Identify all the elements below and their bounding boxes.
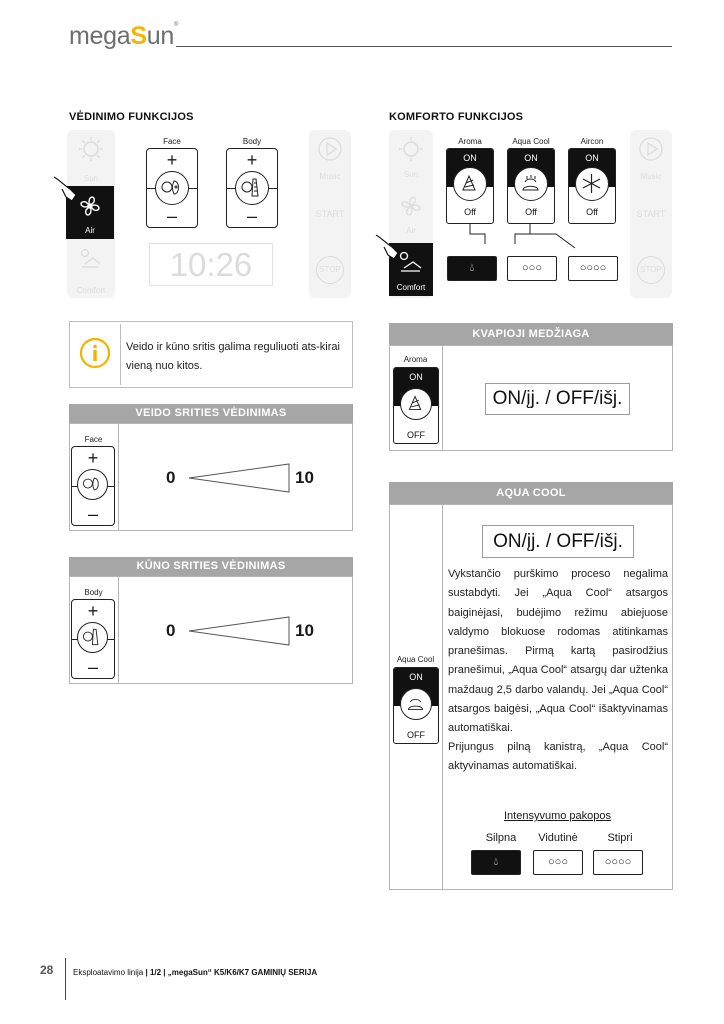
footer-text: Eksploatavimo linija | 1/2 | „megaSun“ K5/K6/K7 GAMINIŲ SERIJA	[73, 968, 318, 977]
sun-label: Sun	[403, 170, 419, 179]
intensity-high-button[interactable]: ○○○○	[568, 256, 618, 281]
aroma-section-on[interactable]: ON	[394, 368, 438, 406]
hand-pointer-icon	[52, 175, 82, 207]
info-text: Veido ir kūno sritis galima reguliuoti ats-kirai vieną nuo kitos.	[126, 341, 340, 372]
intensity-wedge	[187, 615, 291, 647]
aquacool-section-off[interactable]: OFF	[394, 730, 438, 740]
intensity-wedge	[187, 462, 291, 494]
face-plus-button[interactable]: +	[166, 150, 178, 170]
body-minus-button[interactable]: –	[246, 206, 257, 226]
start-label: START	[315, 209, 345, 219]
intensity-low-button[interactable]: 💧︎	[447, 256, 497, 281]
music-label: Music	[319, 172, 341, 181]
aquacool-icon	[514, 167, 548, 201]
play-icon	[317, 136, 343, 162]
face-section-title: VEIDO SRITIES VĖDINIMAS	[69, 404, 353, 423]
air-label: Air	[406, 226, 416, 235]
aquacool-icon	[400, 688, 432, 720]
aircon-on[interactable]: ON	[569, 149, 615, 187]
aroma-section-label: Aroma	[403, 355, 428, 364]
aroma-section-control[interactable]	[393, 367, 439, 444]
aroma-onoff-text: ON/įj. / OFF/išj.	[485, 383, 630, 415]
brand-logo: megaSun®	[69, 22, 179, 50]
comfort-label: Comfort	[76, 286, 106, 295]
aquacool-tile-label: Aqua Cool	[512, 137, 550, 146]
body-section-title: KŪNO SRITIES VĖDINIMAS	[69, 557, 353, 576]
face-vent-icon	[77, 469, 108, 500]
body-max-value: 10	[295, 621, 314, 640]
face-vent-icon	[155, 171, 189, 205]
info-box	[69, 321, 353, 388]
body-control[interactable]	[226, 148, 278, 228]
page-number: 28	[40, 963, 54, 977]
body-vent-icon	[77, 622, 108, 653]
aroma-tile[interactable]	[446, 148, 494, 224]
intensity-level-high: Stipri	[607, 832, 633, 844]
aroma-icon	[400, 388, 432, 420]
music-label: Music	[640, 172, 662, 181]
aquacool-section-control[interactable]	[393, 667, 439, 744]
aroma-tile-label: Aroma	[458, 137, 482, 146]
face-section-control[interactable]: + –	[71, 446, 115, 526]
body-section-control[interactable]: + –	[71, 599, 115, 679]
intensity-high-button[interactable]: ○○○○	[593, 850, 643, 875]
snowflake-icon	[575, 167, 609, 201]
aroma-off[interactable]: Off	[447, 207, 493, 217]
comfort-icon	[79, 248, 103, 270]
fan-icon	[397, 192, 425, 220]
intensity-level-low: Silpna	[485, 832, 517, 844]
aroma-section-off[interactable]: OFF	[394, 430, 438, 440]
aquacool-paragraph-2: Prijungus pilną kanistrą, „Aqua Cool“ aktyvinamas automatiškai.	[448, 741, 668, 773]
air-label: Air	[85, 226, 95, 235]
face-ventilation-section	[69, 404, 353, 531]
aquacool-off[interactable]: Off	[508, 207, 554, 217]
body-vent-icon	[235, 171, 269, 205]
aquacool-paragraph-1: Vykstančio purškimo proceso negalima sustabdyti. Jei „Aqua Cool“ atsargos baiginėjasi, budėjimo režimu abiejuose valdymo blokuose rodomas atitinkamas pranešimas. Pirmą kartą pasirodžius pranešimui, „Aqua Cool“ atsargų dar užtenka maždaug 2,5 darbo valandų. Jei „Aqua Cool“ atsargos baigėsi, „Aqua Cool“ išaktyvinamas automatiškai.	[448, 568, 668, 735]
hand-pointer-icon	[374, 233, 404, 265]
stop-label: STOP	[637, 256, 665, 284]
ventilation-section-title: VĖDINIMO FUNKCIJOS	[69, 111, 194, 123]
aroma-on[interactable]: ON	[447, 149, 493, 187]
body-section-label: Body	[84, 588, 103, 597]
face-minus-button[interactable]: –	[166, 206, 177, 226]
right-right-panel	[630, 130, 672, 298]
aquacool-section-on[interactable]: ON	[394, 668, 438, 706]
body-min-value: 0	[166, 621, 176, 640]
aquacool-section-title: AQUA COOL	[389, 482, 673, 504]
intensity-low-button[interactable]: 💧︎	[471, 850, 521, 875]
play-icon	[638, 136, 664, 162]
body-ventilation-section	[69, 557, 353, 684]
start-label: START	[636, 209, 666, 219]
info-icon	[79, 337, 111, 369]
aquacool-tile[interactable]	[507, 148, 555, 224]
body-plus-button[interactable]: +	[246, 150, 258, 170]
sun-icon	[398, 136, 424, 162]
sun-label: Sun	[83, 174, 99, 183]
face-label: Face	[163, 137, 181, 146]
stop-label: STOP	[316, 256, 344, 284]
face-control[interactable]	[146, 148, 198, 228]
aquacool-onoff-text: ON/įj. / OFF/išj.	[482, 525, 634, 558]
intensity-medium-button[interactable]: ○○○	[507, 256, 557, 281]
body-label: Body	[242, 137, 262, 146]
aquacool-on[interactable]: ON	[508, 149, 554, 187]
face-section-label: Face	[84, 435, 103, 444]
comfort-section-title: KOMFORTO FUNKCIJOS	[389, 111, 524, 123]
intensity-title: Intensyvumo pakopos	[503, 810, 611, 822]
footer-rule	[65, 958, 66, 1000]
sun-icon	[78, 136, 104, 162]
aroma-section	[389, 323, 673, 451]
face-max-value: 10	[295, 468, 314, 487]
face-min-value: 0	[166, 468, 176, 487]
aroma-section-title: KVAPIOJI MEDŽIAGA	[389, 323, 673, 345]
intensity-medium-button[interactable]: ○○○	[533, 850, 583, 875]
aircon-tile[interactable]	[568, 148, 616, 224]
aquacool-section	[389, 482, 673, 890]
intensity-level-medium: Vidutinė	[538, 832, 578, 844]
left-right-panel	[309, 130, 351, 298]
aircon-off[interactable]: Off	[569, 207, 615, 217]
aircon-tile-label: Aircon	[580, 137, 604, 146]
header-rule	[176, 46, 672, 47]
time-display: 10:26	[149, 243, 273, 286]
comfort-label: Comfort	[396, 283, 426, 292]
aquacool-section-label: Aqua Cool	[396, 655, 435, 664]
aroma-icon	[453, 167, 487, 201]
